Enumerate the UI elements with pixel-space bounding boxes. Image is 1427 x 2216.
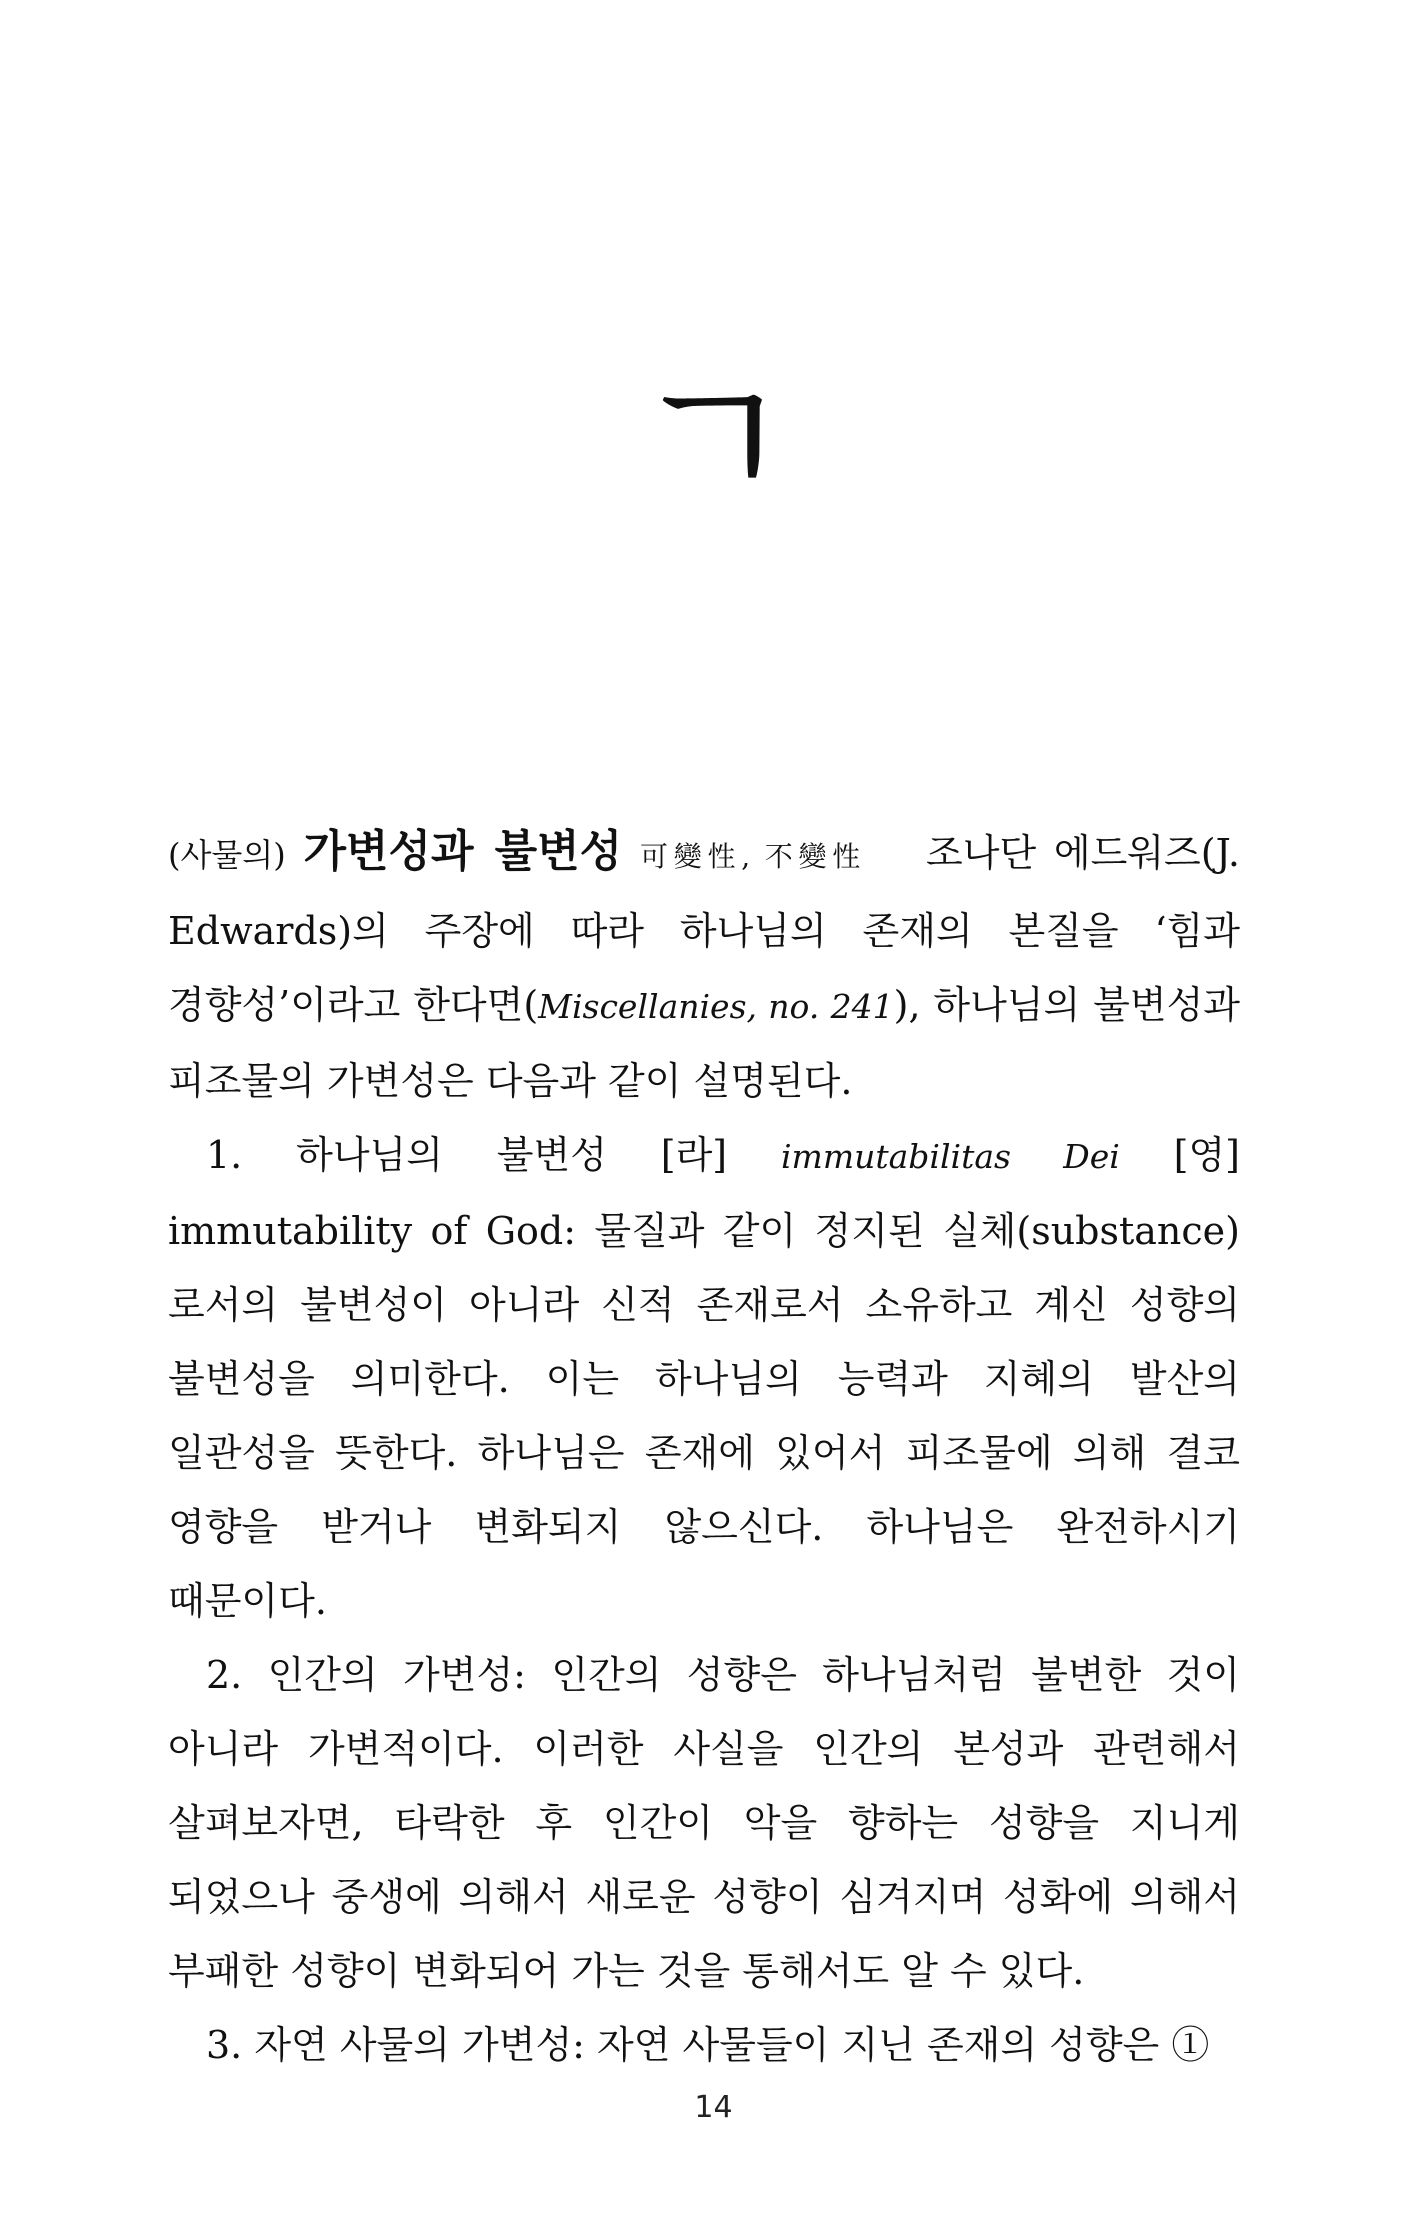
- chapter-letter-heading: ㄱ: [631, 341, 796, 539]
- item-1-paragraph: [168, 1118, 1240, 1638]
- item-1-text-part2: [영] immutability of God: 물질과 같이 정지된 실체(substance)로서의 불변성이 아니라 신적 존재로서 소유하고 계신 성향의 불변성을 의미한다. 이는 하나님의 능력과 지혜의 발산의 일관성을 뜻한다. 하나님은 존재에 있어서 피조물에 의해 결코 영향을 받거나 변화되지 않으신다. 하나님은 완전하시기 때문이다.: [168, 1133, 1240, 1623]
- entry-prefix: (사물의): [168, 836, 286, 874]
- entry-intro-paragraph: [168, 815, 1240, 1118]
- entry-hanja: 可變性, 不變性: [639, 840, 866, 873]
- intro-text-part1: 조나단 에드워즈(J. Edwards)의 주장에 따라 하나님의 존재의 본질을 ‘힘과 경향성’이라고 한다면(: [168, 831, 1240, 1027]
- item-3-paragraph: 3. 자연 사물의 가변성: 자연 사물들이 지닌 존재의 성향은 ①: [206, 2023, 1210, 2067]
- intro-text-part2: ), 하나님의 불변성과 피조물의 가변성은 다음과 같이 설명된다.: [168, 983, 1240, 1103]
- entry-headword: 가변성과 불변성: [303, 826, 623, 877]
- intro-citation: Miscellanies, no. 241: [538, 987, 894, 1026]
- item-2-paragraph: 2. 인간의 가변성: 인간의 성향은 하나님처럼 불변한 것이 아니라 가변적이다. 이러한 사실을 인간의 본성과 관련해서 살펴보자면, 타락한 후 인간이 악을 향하는 성향을 지니게 되었으나 중생에 의해서 새로운 성향이 심겨지며 성화에 의해서 부패한 성향이 변화되어 가는 것을 통해서도 알 수 있다.: [168, 1653, 1240, 1993]
- item-1-latin-term: immutabilitas Dei: [780, 1137, 1120, 1176]
- entry-body: [168, 815, 1240, 2082]
- item-1-text-part1: 1. 하나님의 불변성 [라]: [206, 1133, 781, 1177]
- page-number: 14: [694, 2090, 733, 2125]
